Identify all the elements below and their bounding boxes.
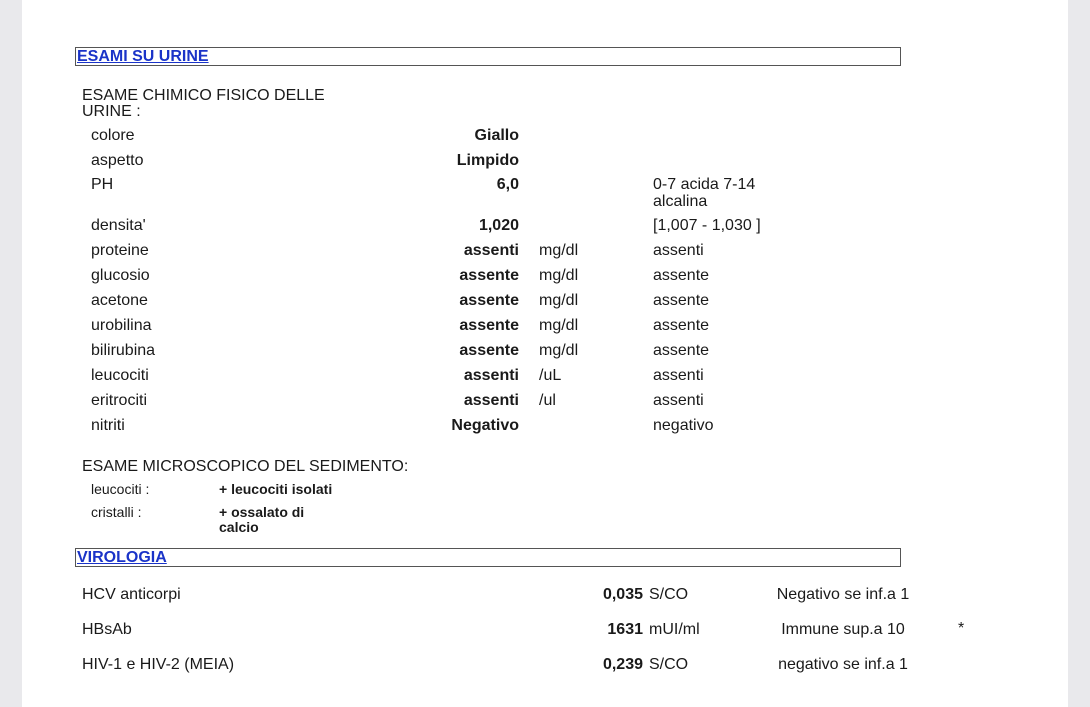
section-header-urine — [75, 47, 901, 66]
chem-row-unit: mg/dl — [539, 267, 579, 284]
chem-row-value: 6,0 — [496, 176, 519, 193]
section-title-urine: ESAMI SU URINE — [77, 48, 209, 65]
virology-row-value: 1631 — [607, 621, 643, 638]
chem-row-value: assente — [459, 292, 519, 309]
micro-row-value-cont: calcio — [219, 519, 259, 535]
chem-row-name: eritrociti — [91, 392, 148, 409]
chem-row-name: colore — [91, 127, 135, 144]
section-header-virology — [75, 548, 901, 567]
section-title-virology: VIROLOGIA — [77, 549, 167, 566]
chem-row-name: glucosio — [91, 267, 150, 284]
chem-title-cont: URINE : — [82, 103, 141, 120]
chem-row-unit: mg/dl — [539, 317, 579, 334]
chem-row-ref: assente — [653, 317, 710, 334]
chem-row-value: assente — [459, 317, 519, 334]
virology-row-flag: * — [958, 620, 965, 637]
chem-row-unit: /uL — [539, 367, 562, 384]
chem-row-value: assenti — [463, 392, 519, 409]
virology-row-ref: Negativo se inf.a 1 — [776, 586, 910, 603]
chem-row-name: leucociti — [91, 367, 149, 384]
chem-row-ref: assente — [653, 292, 710, 309]
chem-row-ref: assente — [653, 342, 710, 359]
chem-row-name: PH — [91, 176, 114, 193]
chem-row-value: assente — [459, 342, 519, 359]
chem-row-value: 1,020 — [478, 217, 519, 234]
virology-row-ref: negativo se inf.a 1 — [778, 656, 908, 673]
chem-row-ref: [1,007 - 1,030 ] — [653, 217, 761, 234]
chem-row-value: Negativo — [451, 417, 519, 434]
micro-row-value: + leucociti isolati — [219, 481, 333, 497]
virology-row-name: HIV-1 e HIV-2 (MEIA) — [82, 656, 235, 673]
virology-row-value: 0,035 — [602, 586, 643, 603]
chem-row-name: bilirubina — [91, 342, 156, 359]
virology-row-ref: Immune sup.a 10 — [781, 621, 905, 638]
chem-row-ref: assenti — [653, 242, 704, 259]
chem-row-unit: mg/dl — [539, 342, 579, 359]
chem-row-ref: negativo — [653, 417, 714, 434]
chem-row-name: proteine — [91, 242, 149, 259]
micro-row-name: leucociti : — [91, 481, 150, 497]
chem-row-name: densita' — [91, 217, 146, 234]
chem-row-value: assenti — [463, 367, 519, 384]
chem-row-ref: assenti — [653, 367, 704, 384]
chem-row-name: nitriti — [91, 417, 125, 434]
chem-row-ref: assente — [653, 267, 710, 284]
micro-title: ESAME MICROSCOPICO DEL SEDIMENTO: — [82, 458, 409, 475]
chem-row-name: aspetto — [91, 152, 144, 169]
chem-row-unit: mg/dl — [539, 242, 579, 259]
chem-row-ref-cont: alcalina — [653, 193, 708, 210]
chem-row-value: Giallo — [474, 127, 519, 144]
chem-row-unit: mg/dl — [539, 292, 579, 309]
chem-row-name: urobilina — [91, 317, 152, 334]
virology-row-name: HCV anticorpi — [82, 586, 181, 603]
chem-row-name: acetone — [91, 292, 148, 309]
chem-title: ESAME CHIMICO FISICO DELLE — [82, 87, 325, 104]
chem-row-value: Limpido — [456, 152, 519, 169]
virology-row-unit: mUI/ml — [649, 621, 700, 638]
chem-row-value: assenti — [463, 242, 519, 259]
virology-row-value: 0,239 — [602, 656, 643, 673]
micro-row-name: cristalli : — [91, 504, 142, 520]
micro-row-value: + ossalato di — [219, 504, 305, 520]
chem-row-ref: 0-7 acida 7-14 — [653, 176, 756, 193]
chem-row-ref: assenti — [653, 392, 704, 409]
chem-row-value: assente — [459, 267, 519, 284]
chem-row-unit: /ul — [539, 392, 556, 409]
virology-row-unit: S/CO — [649, 586, 689, 603]
virology-row-name: HBsAb — [82, 621, 132, 638]
virology-row-unit: S/CO — [649, 656, 689, 673]
